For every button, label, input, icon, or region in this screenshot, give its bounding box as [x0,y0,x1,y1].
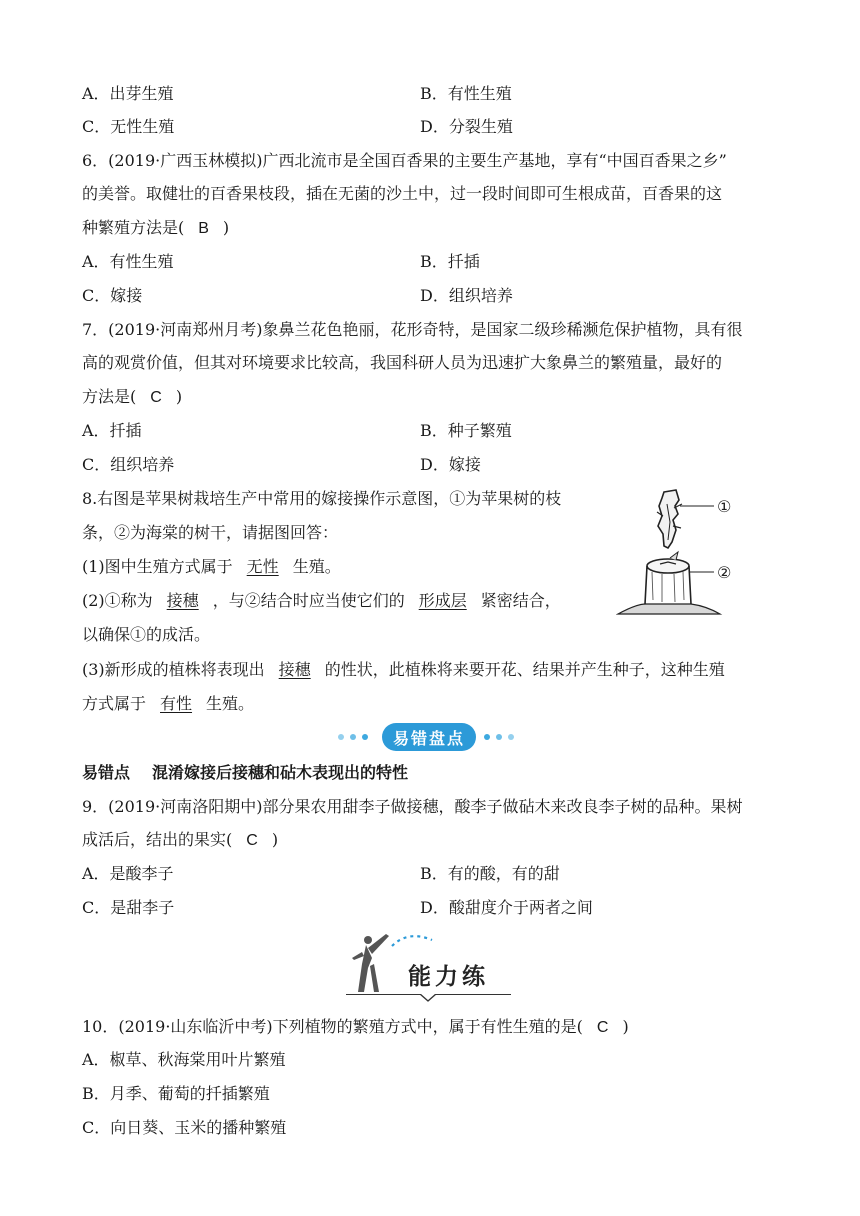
q8-part2-suffix: 紧密结合， [480,591,561,610]
q10-stem-suffix: ) [622,1017,629,1036]
q6-stem-line2: 的美誉。取健壮的百香果枝段，插在无菌的沙土中，过一段时间即可生根成苗，百香果的这 [82,184,723,203]
q6-option-b: B．扦插 [420,252,480,271]
q9-answer: C [246,832,258,849]
q6-stem-prefix: 种繁殖方法是( [82,218,185,237]
q6-option-c: C．嫁接 [82,286,143,305]
rootstock-illustration [618,552,720,614]
q6-stem-line1: 6．(2019·广西玉林模拟)广西北流市是全国百香果的主要生产基地，享有“中国百香果之乡” [82,151,727,170]
q8-part3-line2 [82,693,254,715]
q8-part2-prefix: (2)①称为 [82,591,153,610]
q8-part3-prefix: (3)新形成的植株将表现出 [82,660,265,679]
q8-part3-mid: 的性状，此植株将来要开花、结果并产生种子，这种生殖 [324,660,725,679]
q10-option-c: C．向日葵、玉米的播种繁殖 [82,1118,287,1137]
ability-section-header [346,928,511,1000]
q10-stem [82,1016,629,1039]
banner-title: 易错盘点 [392,728,465,748]
q9-option-c: C．是甜李子 [82,898,175,917]
q7-stem-line2: 高的观赏价值，但其对环境要求比较高，我国科研人员为迅速扩大象鼻兰的繁殖量，最好的 [82,353,723,372]
q8-part1-suffix: 生殖。 [292,557,341,576]
q8-part1 [82,556,341,578]
ability-title: 能力练 [408,964,489,990]
q10-option-a: A．椒草、秋海棠用叶片繁殖 [82,1050,286,1069]
q6-stem-line3 [82,217,229,240]
q8-part2-line2: 以确保①的成活。 [82,625,211,644]
q9-stem-prefix: 成活后，结出的果实( [82,830,233,849]
q8-stem-line2: 条，②为海棠的树干，请据图回答： [82,523,339,542]
ability-pointer-icon [420,994,436,1002]
q8-part2-mid: ，与②结合时应当使它们的 [212,591,405,610]
q8-stem-line1: 8.右图是苹果树栽培生产中常用的嫁接操作示意图，①为苹果树的枝 [82,489,562,508]
mistakes-section-banner [338,723,520,751]
q7-option-a: A．扦插 [82,421,142,440]
figure-label-1: ① [717,497,732,516]
q9-stem-suffix: ) [271,830,279,849]
q5-option-a: A．出芽生殖 [82,84,174,103]
q8-part2-answer1: 接穗 [166,591,199,610]
q8-part3-line2-prefix: 方式属于 [82,694,147,713]
q8-part1-answer: 无性 [246,557,279,576]
q9-stem-line2 [82,829,278,852]
q10-stem-prefix: 10．(2019·山东临沂中考)下列植物的繁殖方式中，属于有性生殖的是( [82,1017,583,1036]
q8-part2 [82,590,561,612]
q7-option-c: C．组织培养 [82,455,175,474]
q6-answer: B [198,220,209,237]
q8-part3-line2-suffix: 生殖。 [206,694,255,713]
q8-part3-answer2: 有性 [160,694,193,713]
banner-dots-right [484,734,514,740]
q8-part2-answer2: 形成层 [418,591,467,610]
q9-stem-line1: 9．(2019·河南洛阳期中)部分果农用甜李子做接穗，酸李子做砧木来改良李子树的品种。果树 [82,797,743,816]
q8-part3 [82,659,725,681]
q5-option-d: D．分裂生殖 [420,117,513,136]
scion-illustration [657,490,682,548]
mistake-point-label: 易错点 [82,763,131,782]
q10-answer: C [596,1019,609,1036]
q7-answer: C [150,389,162,406]
q5-option-b: B．有性生殖 [420,84,512,103]
mistake-point-text: 混淆嫁接后接穗和砧木表现出的特性 [152,763,409,782]
banner-pill [382,723,476,751]
q6-option-d: D．组织培养 [420,286,513,305]
q9-option-a: A．是酸李子 [82,864,174,883]
q5-option-c: C．无性生殖 [82,117,175,136]
q7-option-b: B．种子繁殖 [420,421,512,440]
q7-stem-suffix: ) [175,387,183,406]
grafting-figure [616,486,746,618]
q10-option-b: B．月季、葡萄的扦插繁殖 [82,1084,270,1103]
q9-option-d: D．酸甜度介于两者之间 [420,898,593,917]
q7-stem-line3 [82,386,182,409]
figure-label-2: ② [717,563,732,582]
q7-stem-prefix: 方法是( [82,387,137,406]
q9-option-b: B．有的酸，有的甜 [420,864,560,883]
q7-stem-line1: 7．(2019·河南郑州月考)象鼻兰花色艳丽，花形奇特，是国家二级珍稀濒危保护植物，具有很 [82,320,743,339]
q7-option-d: D．嫁接 [420,455,481,474]
mistake-point-heading [82,762,408,784]
banner-dots-left [338,734,368,740]
q8-part1-prefix: (1)图中生殖方式属于 [82,557,233,576]
q6-option-a: A．有性生殖 [82,252,174,271]
q8-part3-answer1: 接穗 [278,660,311,679]
q6-stem-suffix: ) [222,218,230,237]
